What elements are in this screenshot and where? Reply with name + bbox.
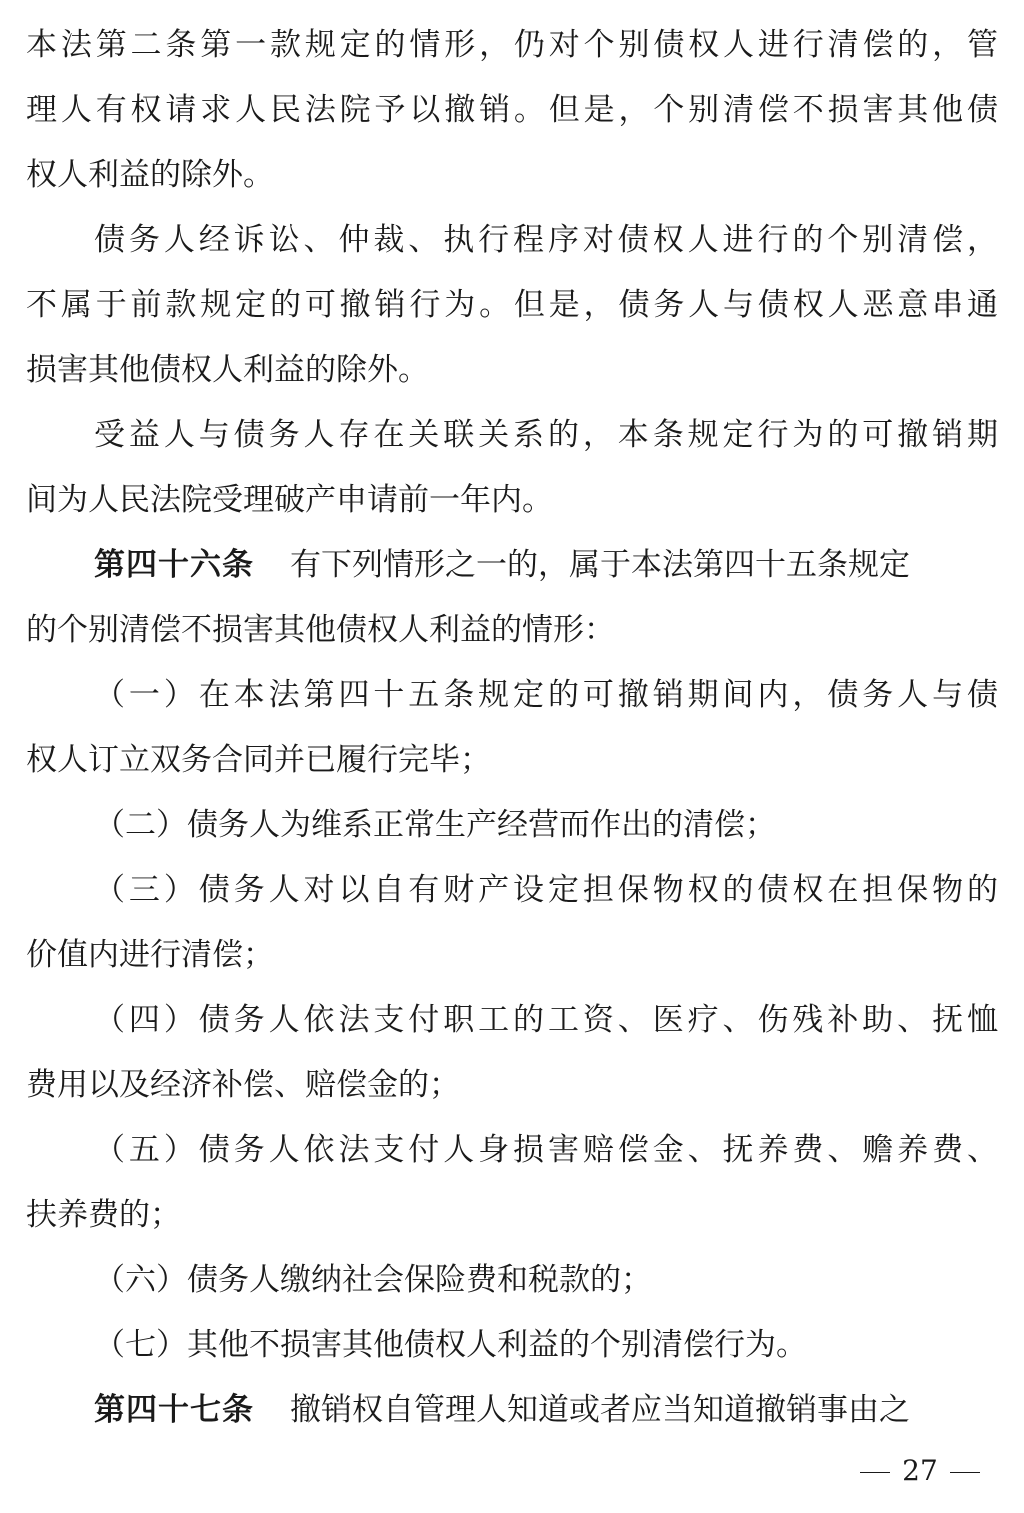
footer-dash-right — [950, 1472, 980, 1473]
text-line: 价值内进行清偿； — [26, 937, 274, 973]
text-line: 损害其他债权人利益的除外。 — [26, 352, 429, 388]
text-line: 不属于前款规定的可撤销行为。但是，债务人与债权人恶意串通 — [26, 287, 998, 323]
text-line: 间为人民法院受理破产申请前一年内。 — [26, 482, 553, 518]
text-line: 有下列情形之一的，属于本法第四十五条规定 — [290, 547, 910, 583]
text-line: 受益人与债务人存在关联关系的，本条规定行为的可撤销期 — [94, 417, 998, 453]
footer-dash-left — [860, 1472, 890, 1473]
text-line: （四）债务人依法支付职工的工资、医疗、伤残补助、抚恤 — [94, 1002, 998, 1038]
article-47-first-line — [26, 1385, 998, 1435]
text-line: （七）其他不损害其他债权人利益的个别清偿行为。 — [94, 1327, 807, 1363]
text-line: （二）债务人为维系正常生产经营而作出的清偿； — [94, 807, 776, 843]
text-line: 扶养费的； — [26, 1197, 181, 1233]
text-line: 本法第二条第一款规定的情形，仍对个别债权人进行清偿的，管 — [26, 27, 998, 63]
article-46-title: 第四十六条 — [94, 547, 254, 583]
text-line: 理人有权请求人民法院予以撤销。但是，个别清偿不损害其他债 — [26, 92, 998, 128]
text-line: （六）债务人缴纳社会保险费和税款的； — [94, 1262, 652, 1298]
text-line: 的个别清偿不损害其他债权人利益的情形： — [26, 612, 615, 648]
text-line: 权人订立双务合同并已履行完毕； — [26, 742, 491, 778]
text-line: （一）在本法第四十五条规定的可撤销期间内，债务人与债 — [94, 677, 998, 713]
text-line: （五）债务人依法支付人身损害赔偿金、抚养费、赡养费、 — [94, 1132, 998, 1168]
article-47-title: 第四十七条 — [94, 1392, 254, 1428]
text-line: 费用以及经济补偿、赔偿金的； — [26, 1067, 460, 1103]
text-line: 撤销权自管理人知道或者应当知道撤销事由之 — [290, 1392, 910, 1428]
text-line: 债务人经诉讼、仲裁、执行程序对债权人进行的个别清偿， — [94, 222, 998, 258]
page-number: 27 — [902, 1454, 938, 1487]
page-number-footer — [845, 1451, 995, 1491]
text-line: （三）债务人对以自有财产设定担保物权的债权在担保物的 — [94, 872, 998, 908]
text-line: 权人利益的除外。 — [26, 157, 274, 193]
article-46-first-line — [26, 540, 998, 590]
